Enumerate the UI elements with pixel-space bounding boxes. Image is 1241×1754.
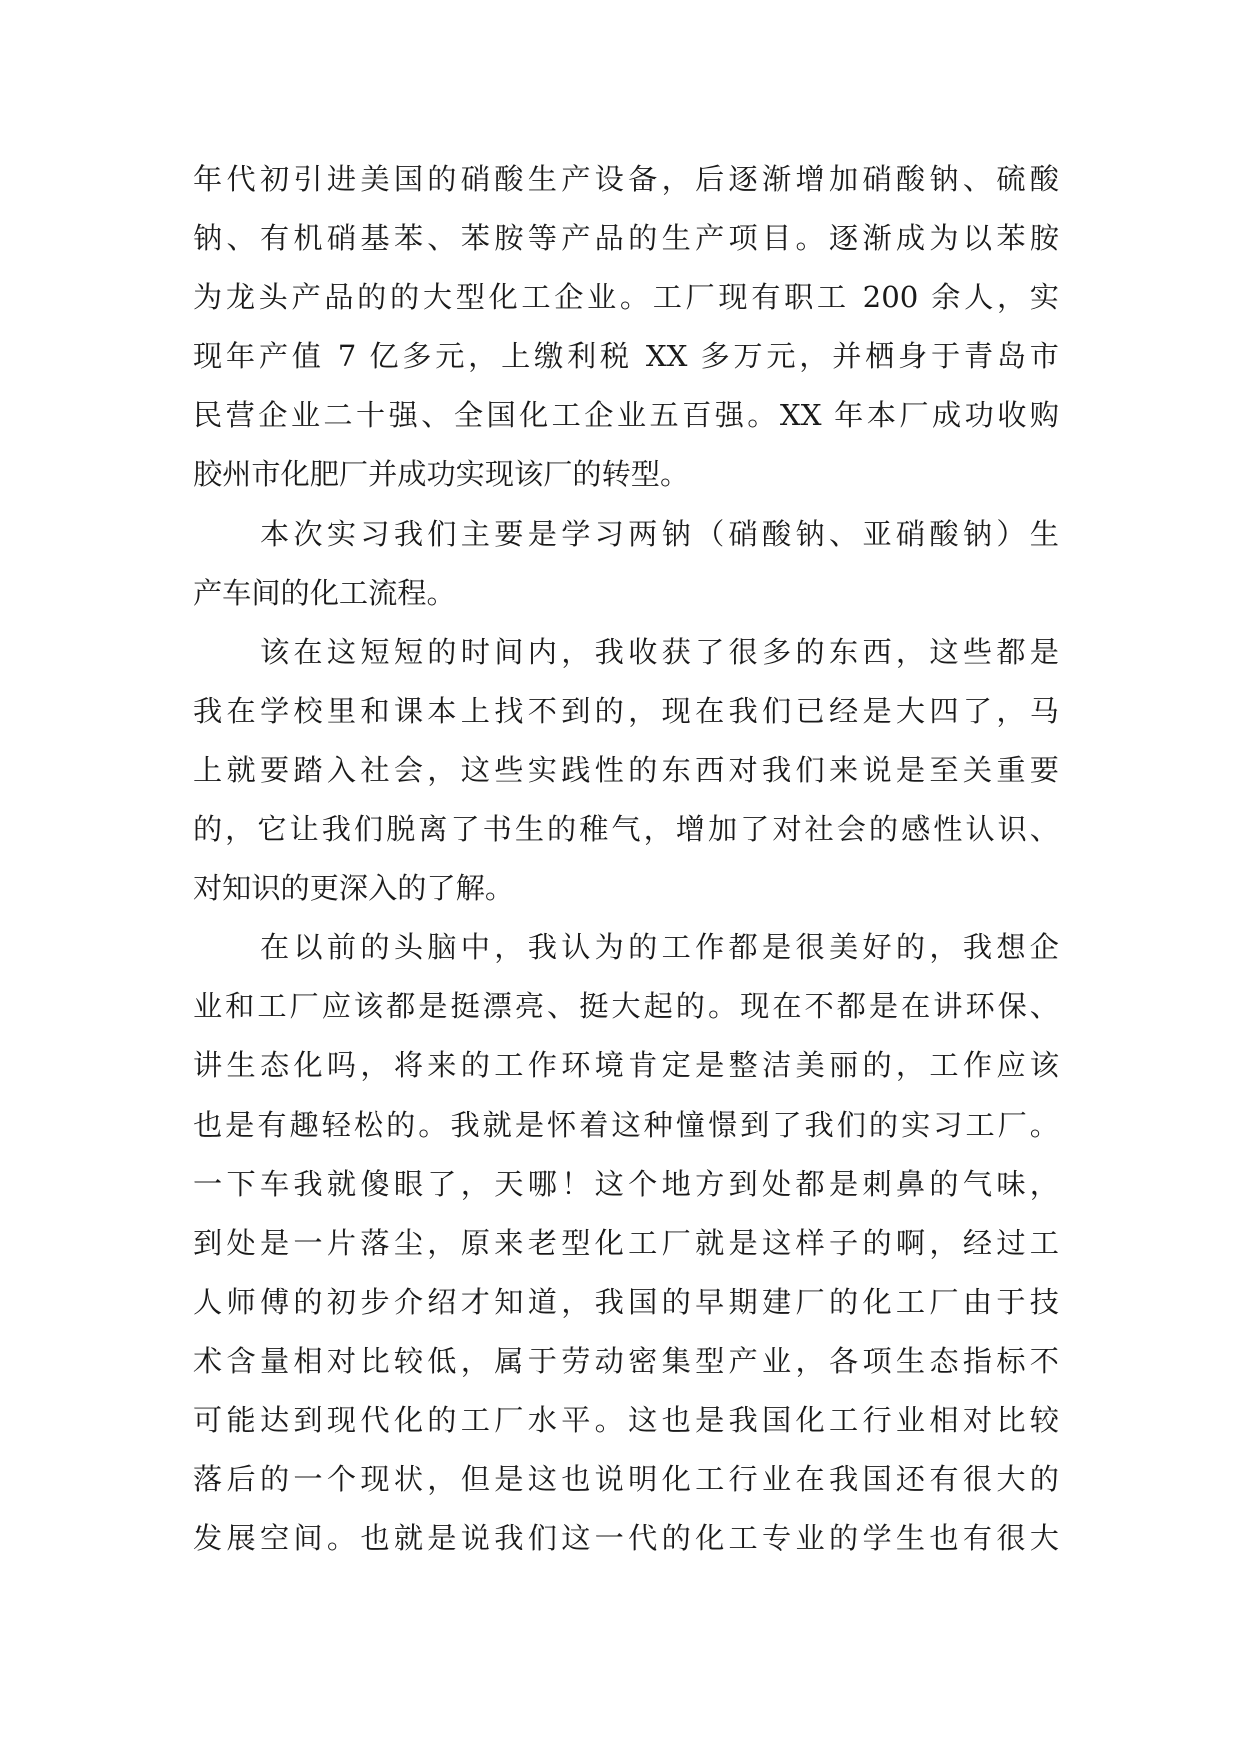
- text-line: 为龙头产品的的大型化工企业。工厂现有职工 200 余人，实: [193, 280, 1059, 315]
- text-line: 我在学校里和课本上找不到的，现在我们已经是大四了，马: [193, 693, 1059, 728]
- text-line: 业和工厂应该都是挺漂亮、挺大起的。现在不都是在讲环保、: [193, 989, 1059, 1024]
- text-line: 该在这短短的时间内，我收获了很多的东西，这些都是: [193, 634, 1059, 669]
- text-line: 上就要踏入社会，这些实践性的东西对我们来说是至关重要: [193, 752, 1059, 787]
- paragraph: [193, 150, 1059, 505]
- text-line: 的，它让我们脱离了书生的稚气，增加了对社会的感性认识、: [193, 812, 1059, 847]
- paragraph: [193, 918, 1059, 1568]
- text-line: 现年产值 7 亿多元，上缴利税 XX 多万元，并栖身于青岛市: [193, 339, 1059, 374]
- text-line: 在以前的头脑中，我认为的工作都是很美好的，我想企: [193, 930, 1059, 965]
- text-line: 发展空间。也就是说我们这一代的化工专业的学生也有很大: [193, 1521, 1059, 1556]
- text-line: 产车间的化工流程。: [193, 575, 456, 610]
- text-line: 年代初引进美国的硝酸生产设备，后逐渐增加硝酸钠、硫酸: [193, 162, 1059, 196]
- text-line: 落后的一个现状，但是这也说明化工行业在我国还有很大的: [193, 1462, 1059, 1497]
- paragraph: [193, 623, 1059, 918]
- text-line: 可能达到现代化的工厂水平。这也是我国化工行业相对比较: [193, 1402, 1059, 1437]
- text-line: 也是有趣轻松的。我就是怀着这种憧憬到了我们的实习工厂。: [193, 1107, 1059, 1142]
- text-line: 钠、有机硝基苯、苯胺等产品的生产项目。逐渐成为以苯胺: [193, 221, 1059, 256]
- paragraph: [193, 505, 1059, 623]
- text-line: 本次实习我们主要是学习两钠（硝酸钠、亚硝酸钠）生: [193, 516, 1059, 551]
- text-line: 对知识的更深入的了解。: [193, 871, 515, 906]
- text-line: 人师傅的初步介绍才知道，我国的早期建厂的化工厂由于技: [193, 1284, 1059, 1319]
- text-line: 术含量相对比较低，属于劳动密集型产业，各项生态指标不: [193, 1343, 1059, 1378]
- text-line: 民营企业二十强、全国化工企业五百强。XX 年本厂成功收购: [193, 398, 1059, 433]
- document-body: [193, 150, 1059, 1568]
- text-line: 胶州市化肥厂并成功实现该厂的转型。: [193, 457, 690, 492]
- text-line: 讲生态化吗，将来的工作环境肯定是整洁美丽的，工作应该: [193, 1048, 1059, 1083]
- text-line: 一下车我就傻眼了，天哪！这个地方到处都是刺鼻的气味，: [193, 1166, 1059, 1201]
- text-line: 到处是一片落尘，原来老型化工厂就是这样子的啊，经过工: [193, 1225, 1059, 1260]
